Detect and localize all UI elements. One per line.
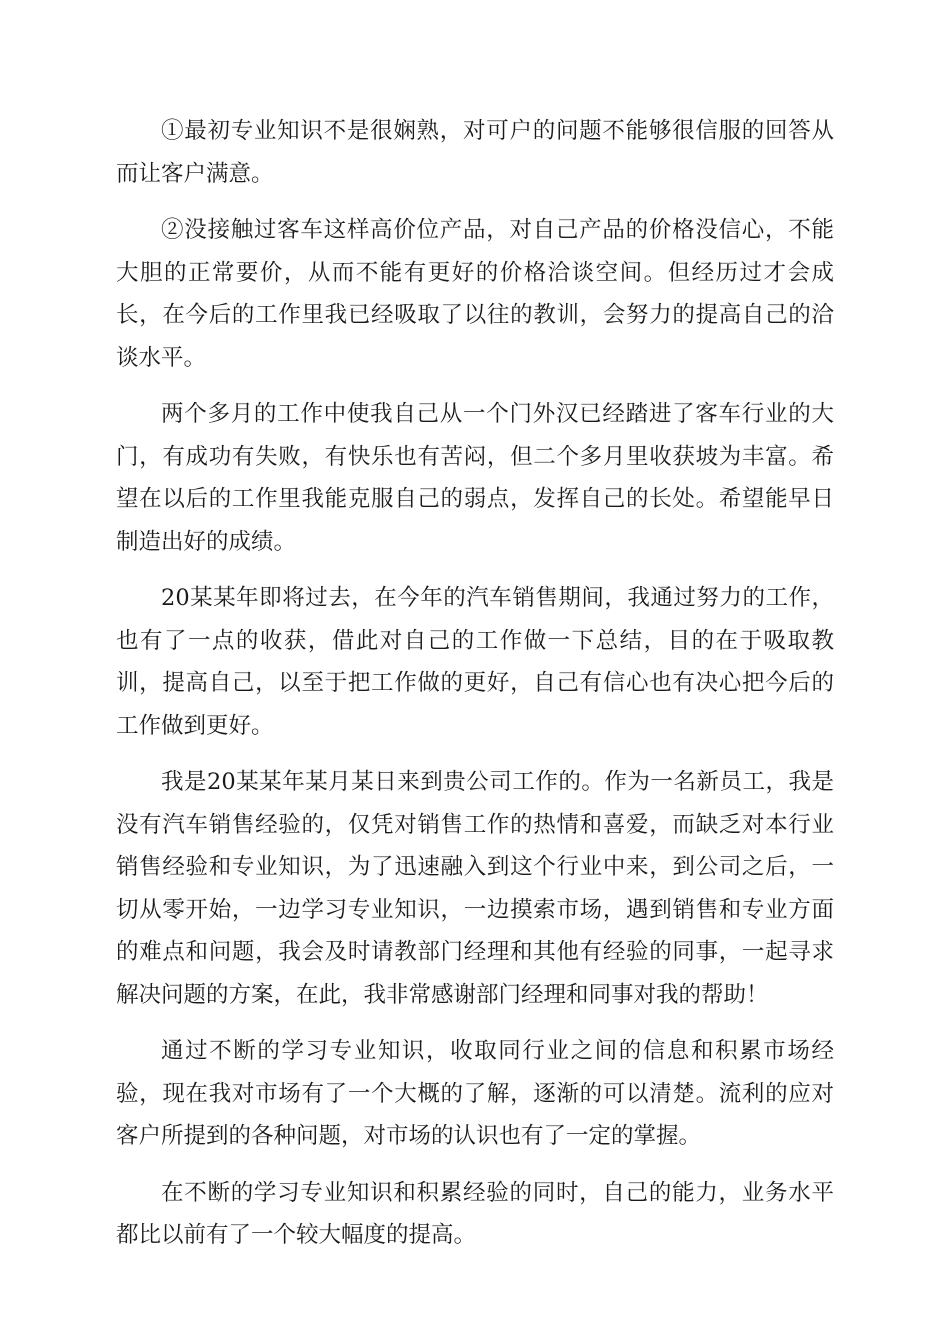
paragraph-3: 两个多月的工作中使我自己从一个门外汉已经踏进了客车行业的大门，有成功有失败，有快乐也有苦闷，但二个多月里收获坡为丰富。希望在以后的工作里我能克服自己的弱点，发挥自己的长处。希望能早日制造出好的成绩。 <box>116 401 834 555</box>
paragraph-7: 在不断的学习专业知识和积累经验的同时，自己的能力，业务水平都比以前有了一个较大幅度的提高。 <box>116 1179 834 1248</box>
paragraph-2: ②没接触过客车这样高价位产品，对自己产品的价格没信心，不能大胆的正常要价，从而不能有更好的价格洽谈空间。但经历过才会成长，在今后的工作里我已经吸取了以往的教训，会努力的提高自己的洽谈水平。 <box>116 217 834 371</box>
document-body <box>116 110 834 1271</box>
paragraph-5: 我是20某某年某月某日来到贵公司工作的。作为一名新员工，我是没有汽车销售经验的，仅凭对销售工作的热情和喜爱，而缺乏对本行业销售经验和专业知识，为了迅速融入到这个行业中来，到公司之后，一切从零开始，一边学习专业知识，一边摸索市场，遇到销售和专业方面的难点和问题，我会及时请教部门经理和其他有经验的同事，一起寻求解决问题的方案，在此，我非常感谢部门经理和同事对我的帮助！ <box>116 769 834 1008</box>
paragraph-1: ①最初专业知识不是很娴熟，对可户的问题不能够很信服的回答从而让客户满意。 <box>116 118 834 187</box>
paragraph-6: 通过不断的学习专业知识，收取同行业之间的信息和积累市场经验，现在我对市场有了一个大概的了解，逐渐的可以清楚。流利的应对客户所提到的各种问题，对市场的认识也有了一定的掌握。 <box>116 1038 834 1149</box>
paragraph-4: 20某某年即将过去，在今年的汽车销售期间，我通过努力的工作，也有了一点的收获，借此对自己的工作做一下总结，目的在于吸取教训，提高自己，以至于把工作做的更好，自己有信心也有决心把今后的工作做到更好。 <box>116 585 834 739</box>
